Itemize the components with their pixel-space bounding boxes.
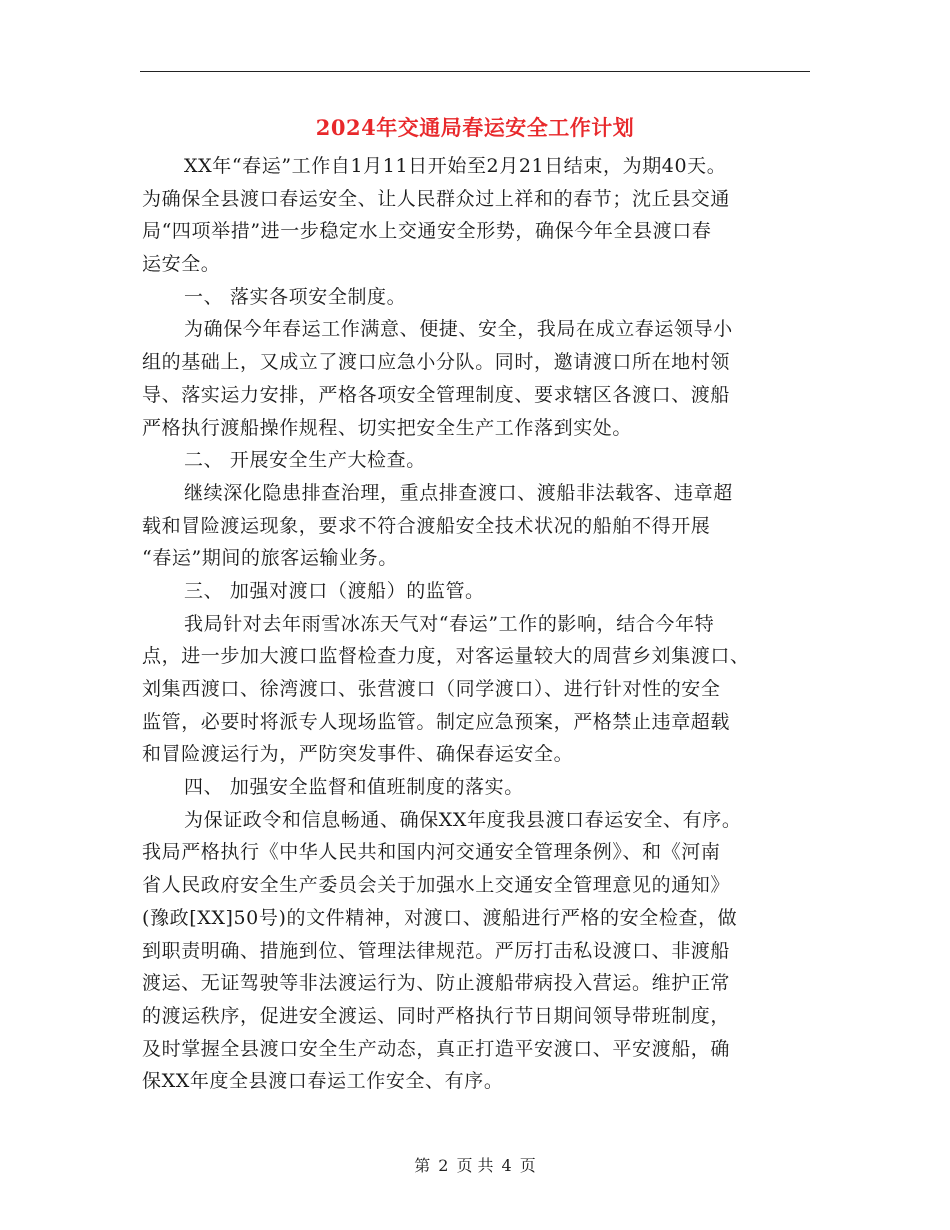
body-line: 的渡运秩序，促进安全渡运、同时严格执行节日期间领导带班制度， <box>142 1004 731 1027</box>
body-line: “春运”期间的旅客运输业务。 <box>142 547 398 570</box>
body-line: 为保证政令和信息畅通、确保XX年度我县渡口春运安全、有序。 <box>184 808 742 831</box>
body-line: 监管，必要时将派专人现场监管。制定应急预案，严格禁止违章超载 <box>142 710 731 733</box>
total-pages-number: 4 <box>501 1156 512 1175</box>
current-page-number: 2 <box>438 1156 449 1175</box>
body-line: 局“四项举措”进一步稳定水上交通安全形势，确保今年全县渡口春 <box>142 220 712 243</box>
body-line: 刘集西渡口、徐湾渡口、张营渡口（同学渡口）、进行针对性的安全 <box>142 678 721 700</box>
body-line: (豫政[XX]50号)的文件精神，对渡口、渡船进行严格的安全检查，做 <box>142 906 738 929</box>
body-line: 二、 开展安全生产大检查。 <box>184 449 426 472</box>
body-line: 四、 加强安全监督和值班制度的落实。 <box>184 776 524 799</box>
body-line: 严格执行渡船操作规程、切实把安全生产工作落到实处。 <box>142 416 633 439</box>
body-line: 为确保全县渡口春运安全、让人民群众过上祥和的春节；沈丘县交通 <box>142 187 731 210</box>
body-line: 我局针对去年雨雪冰冻天气对“春运”工作的影响，结合今年特 <box>184 612 715 635</box>
body-line: 组的基础上，又成立了渡口应急小分队。同时，邀请渡口所在地村领 <box>142 351 731 374</box>
body-line: 到职责明确、措施到位、管理法律规范。严厉打击私设渡口、非渡船 <box>142 939 731 962</box>
footer-mid: 页 共 <box>456 1156 494 1175</box>
body-line: 点，进一步加大渡口监督检查力度，对客运量较大的周营乡刘集渡口、 <box>142 645 750 668</box>
body-line: 我局严格执行《中华人民共和国内河交通安全管理条例》、和《河南 <box>142 841 721 864</box>
footer-suffix: 页 <box>519 1156 536 1175</box>
body-line: 和冒险渡运行为，严防突发事件、确保春运安全。 <box>142 743 574 766</box>
body-line: 导、落实运力安排，严格各项安全管理制度、要求辖区各渡口、渡船 <box>142 383 731 406</box>
body-line: 载和冒险渡运现象，要求不符合渡船安全技术状况的船舶不得开展 <box>142 514 711 537</box>
body-line: 三、 加强对渡口（渡船）的监管。 <box>184 579 485 602</box>
body-line: 保XX年度全县渡口春运工作安全、有序。 <box>142 1070 504 1093</box>
body-line: 省人民政府安全生产委员会关于加强水上交通安全管理意见的通知》 <box>142 874 731 897</box>
body-line: XX年“春运”工作自1月11日开始至2月21日结束，为期40天。 <box>184 155 727 177</box>
page-footer <box>0 1153 950 1176</box>
footer-prefix: 第 <box>414 1156 431 1175</box>
body-line: 一、 落实各项安全制度。 <box>184 285 407 308</box>
body-line: 运安全。 <box>142 253 221 276</box>
body-line: 及时掌握全县渡口安全生产动态，真正打造平安渡口、平安渡船，确 <box>142 1037 731 1060</box>
body-line: 为确保今年春运工作满意、便捷、安全，我局在成立春运领导小 <box>184 318 733 341</box>
document-title: 2024年交通局春运安全工作计划 <box>315 115 635 140</box>
body-line: 渡运、无证驾驶等非法渡运行为、防止渡船带病投入营运。维护正常 <box>142 972 731 995</box>
document-body <box>142 150 810 1098</box>
body-line: 继续深化隐患排查治理，重点排查渡口、渡船非法载客、违章超 <box>184 481 733 504</box>
header-rule <box>140 71 810 72</box>
